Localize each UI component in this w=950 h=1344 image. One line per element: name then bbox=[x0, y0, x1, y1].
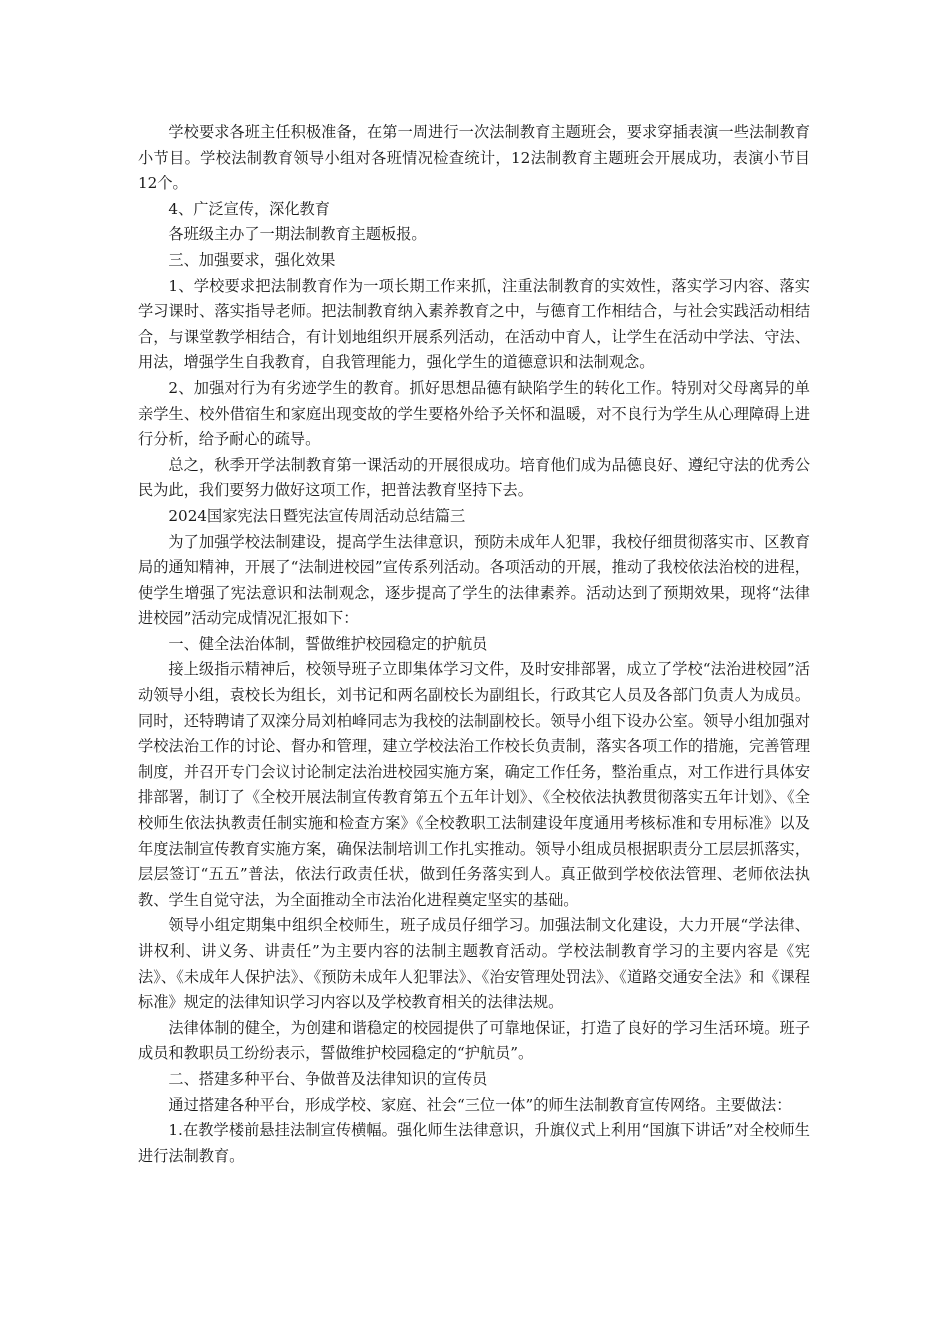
section-heading: 二、搭建多种平台、争做普及法律知识的宣传员 bbox=[168, 1069, 488, 1088]
paragraph: 法律体制的健全，为创建和谐稳定的校园提供了可靠地保证，打造了良好的学习生活环境。班子成员和教职员工纷纷表示，誓做维护校园稳定的“护航员”。 bbox=[138, 1018, 810, 1063]
paragraph: 1.在教学楼前悬挂法制宣传横幅。强化师生法律意识，升旗仪式上利用“国旗下讲话”对全校师生进行法制教育。 bbox=[138, 1121, 810, 1165]
paragraph: 各班级主办了一期法制教育主题板报。 bbox=[168, 225, 427, 244]
paragraph: 总之，秋季开学法制教育第一课活动的开展很成功。培育他们成为品德良好、遵纪守法的优秀公民为此，我们要努力做好这项工作，把普法教育坚持下去。 bbox=[138, 455, 810, 500]
paragraph: 1、学校要求把法制教育作为一项长期工作来抓，注重法制教育的实效性，落实学习内容、落实学习课时、落实指导老师。把法制教育纳入素养教育之中，与德育工作相结合，与社会实践活动相结合，与课堂教学相结合，有计划地组织开展系列活动，在活动中育人，让学生在活动中学法、守法、用法，增强学生自我教育，自我管理能力，强化学生的道德意识和法制观念。 bbox=[138, 276, 810, 372]
paragraph: 通过搭建各种平台，形成学校、家庭、社会“三位一体”的师生法制教育宣传网络。主要做法： bbox=[168, 1095, 792, 1114]
paragraph: 为了加强学校法制建设，提高学生法律意识，预防未成年人犯罪，我校仔细贯彻落实市、区教育局的通知精神，开展了“法制进校园”宣传系列活动。各项活动的开展，推动了我校依法治校的进程，使学生增强了宪法意识和法制观念，逐步提高了学生的法律素养。活动达到了预期效果，现将“法律进校园”活动完成情况汇报如下： bbox=[138, 532, 810, 628]
section-heading: 三、加强要求，强化效果 bbox=[168, 250, 336, 269]
article-title: 2024国家宪法日暨宪法宣传周活动总结篇三 bbox=[168, 506, 466, 525]
paragraph: 领导小组定期集中组织全校师生，班子成员仔细学习。加强法制文化建设，大力开展“学法律、讲权利、讲义务、讲责任”为主要内容的法制主题教育活动。学校法制教育学习的主要内容是《宪法》、《未成年人保护法》、《预防未成年人犯罪法》、《治安管理处罚法》、《道路交通安全法》和《课程标准》规定的法律知识学习内容以及学校教育相关的法律法规。 bbox=[138, 916, 810, 1012]
section-heading: 4、广泛宣传，深化教育 bbox=[168, 199, 330, 218]
paragraph: 学校要求各班主任积极准备，在第一周进行一次法制教育主题班会，要求穿插表演一些法制教育小节目。学校法制教育领导小组对各班情况检查统计，12法制教育主题班会开展成功，表演小节目12个。 bbox=[138, 123, 810, 193]
document-body bbox=[138, 120, 810, 1169]
paragraph: 2、加强对行为有劣迹学生的教育。抓好思想品德有缺陷学生的转化工作。特别对父母离异的单亲学生、校外借宿生和家庭出现变故的学生要格外给予关怀和温暖，对不良行为学生从心理障碍上进行分析，给予耐心的疏导。 bbox=[138, 378, 810, 449]
section-heading: 一、健全法治体制，誓做维护校园稳定的护航员 bbox=[168, 634, 488, 653]
paragraph: 接上级指示精神后，校领导班子立即集体学习文件，及时安排部署，成立了学校“法治进校园”活动领导小组，袁校长为组长，刘书记和两名副校长为副组长，行政其它人员及各部门负责人为成员。同时，还特聘请了双滦分局刘柏峰同志为我校的法制副校长。领导小组下设办公室。领导小组加强对学校法治工作的讨论、督办和管理，建立学校法治工作校长负责制，落实各项工作的措施，完善管理制度，并召开专门会议讨论制定法治进校园实施方案，确定工作任务，整治重点，对工作进行具体安排部署，制订了《全校开展法制宣传教育第五个五年计划》、《全校依法执教贯彻落实五年计划》、《全校师生依法执教责任制实施和检查方案》《全校教职工法制建设年度通用考核标准和专用标准》以及年度法制宣传教育实施方案，确保法制培训工作扎实推动。领导小组成员根据职责分工层层抓落实，层层签订“五五”普法，依法行政责任状，做到任务落实到人。真正做到学校依法管理、老师依法执教、学生自觉守法，为全面推动全市法治化进程奠定坚实的基础。 bbox=[138, 660, 810, 909]
